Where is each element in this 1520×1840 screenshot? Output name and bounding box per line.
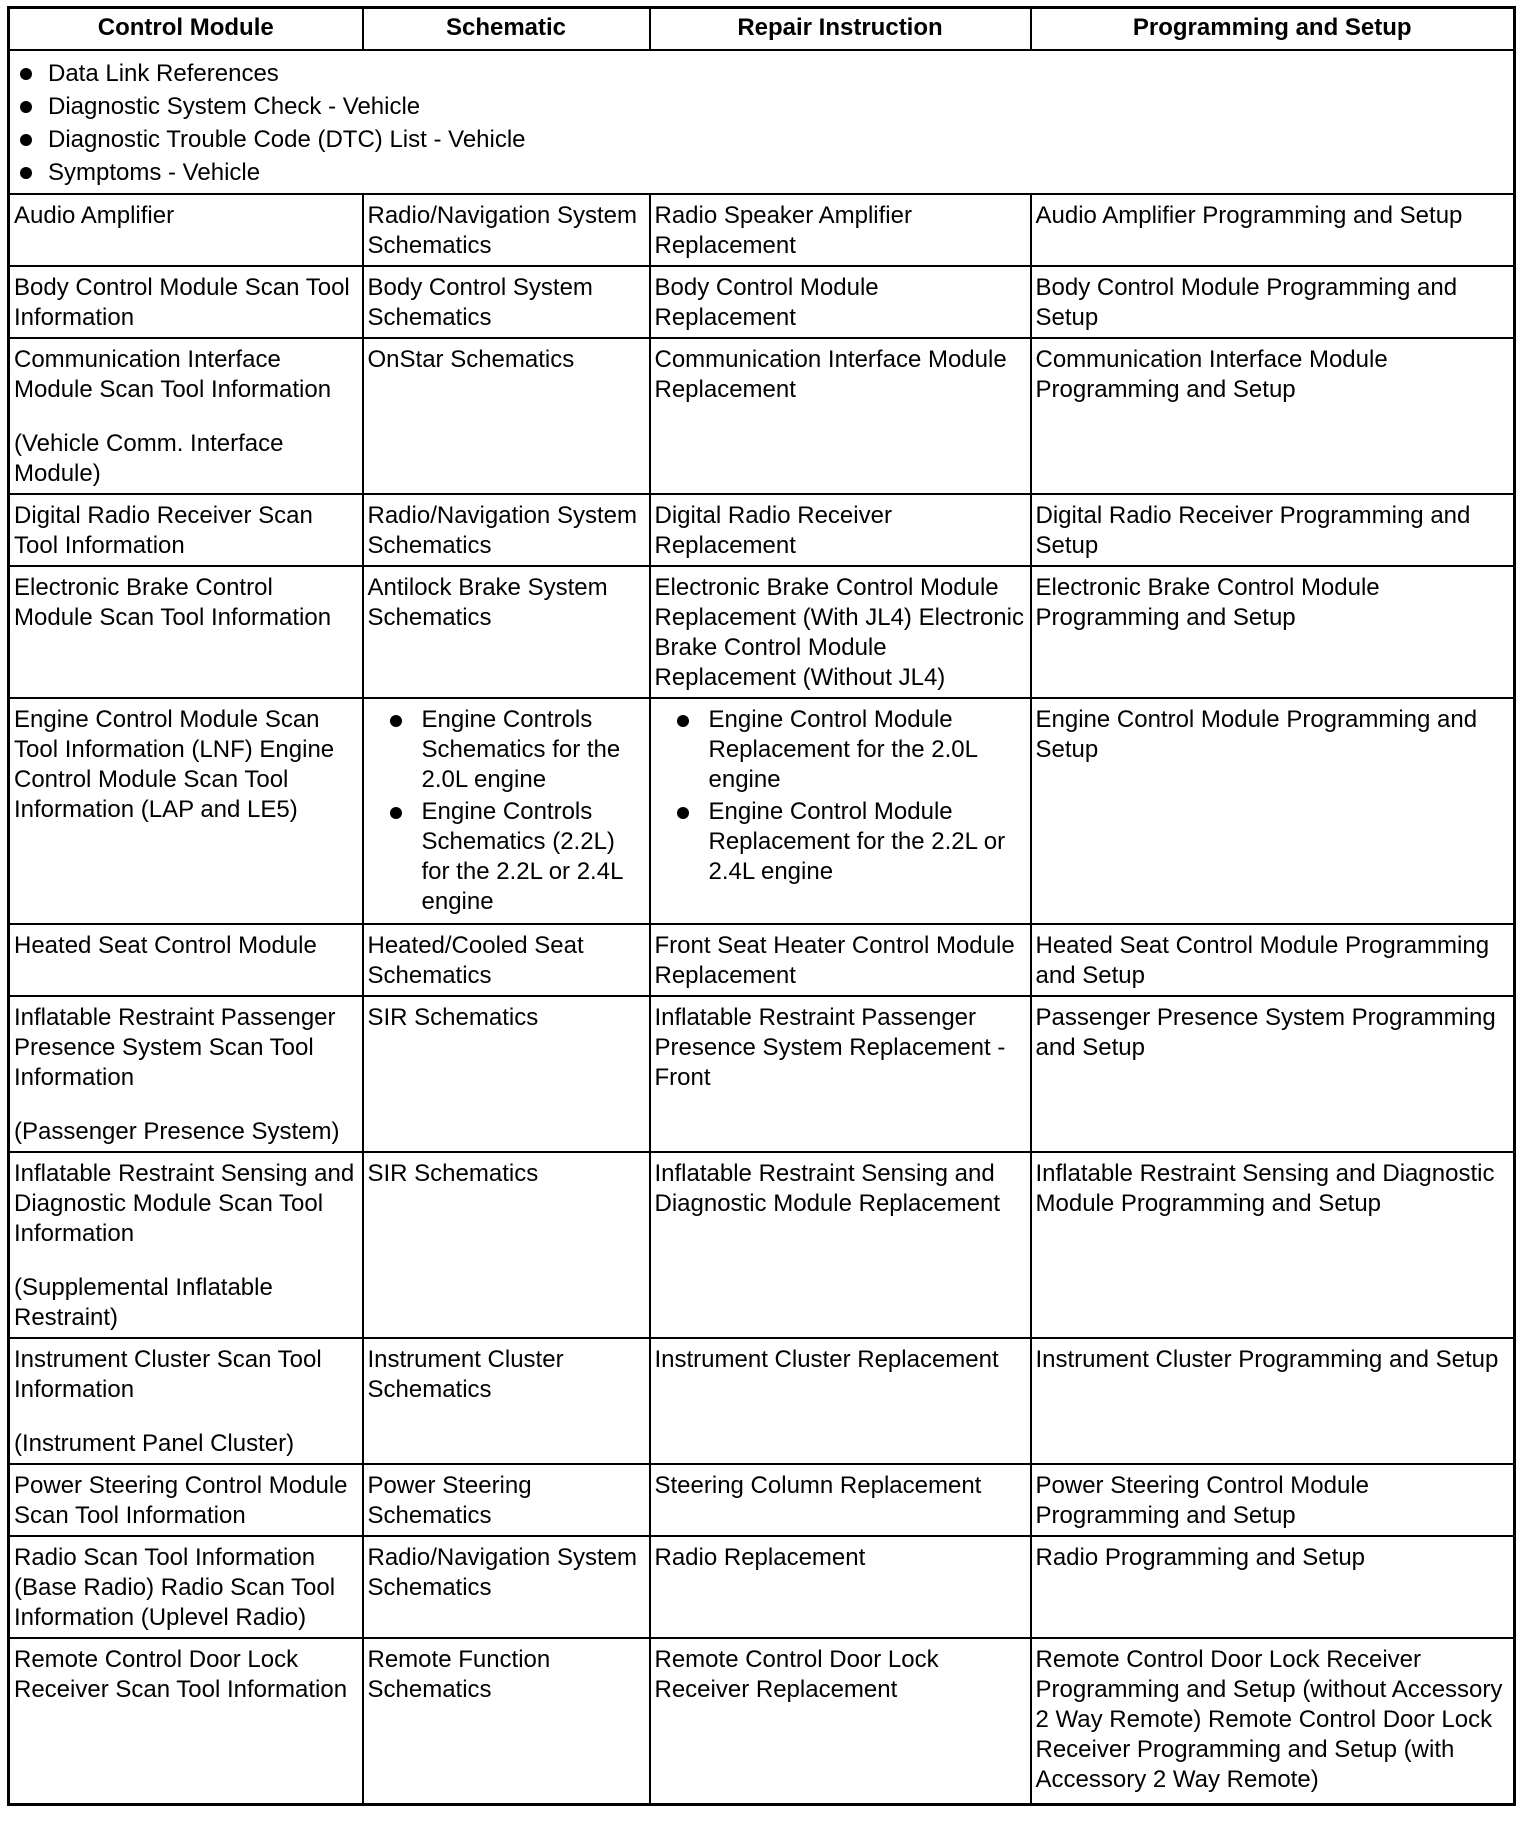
cell-bullet-item[interactable]: Engine Controls Schematics for the 2.0L engine [368,705,645,795]
cell-text: Body Control Module Scan Tool Information [14,274,350,331]
header-programming-setup: Programming and Setup [1031,8,1515,51]
programming-setup-cell [1031,494,1515,566]
cell-text[interactable]: Power Steering Schematics [367,1472,532,1529]
repair-instruction-cell [650,1638,1031,1804]
cell-text[interactable]: Engine Control Module Programming and Setup [1035,706,1478,763]
cell-text[interactable]: Instrument Cluster Programming and Setup [1035,1346,1499,1373]
cell-bullet-item[interactable]: Engine Control Module Replacement for the 2.0L engine [655,705,1026,795]
cell-note: (Instrument Panel Cluster) [14,1430,295,1457]
cell-text[interactable]: Instrument Cluster Schematics [367,1346,564,1403]
schematic-cell [363,1464,650,1536]
table-row [9,698,1515,924]
cell-text[interactable]: Radio/Navigation System Schematics [367,202,637,259]
control-module-cell [9,1152,363,1338]
control-module-cell [9,1338,363,1464]
intro-item-data-link-references[interactable]: Data Link References [14,57,1509,90]
control-module-cell [9,566,363,698]
header-repair-instruction: Repair Instruction [650,8,1031,51]
schematic-cell [363,1536,650,1638]
programming-setup-cell [1031,1638,1515,1804]
control-module-cell [9,494,363,566]
programming-setup-cell [1031,924,1515,996]
cell-text[interactable]: Steering Column Replacement [654,1472,982,1499]
cell-text[interactable]: Radio/Navigation System Schematics [367,1544,637,1601]
control-module-cell [9,1536,363,1638]
cell-text[interactable]: OnStar Schematics [367,346,575,373]
cell-text[interactable]: Heated Seat Control Module Programming and Setup [1035,932,1490,989]
cell-text[interactable]: Inflatable Restraint Sensing and Diagnostic Module Replacement [654,1160,1001,1217]
table-row [9,194,1515,266]
programming-setup-cell [1031,266,1515,338]
cell-text: Power Steering Control Module Scan Tool Information [14,1472,348,1529]
table-row [9,494,1515,566]
schematic-cell [363,494,650,566]
cell-note: (Vehicle Comm. Interface Module) [14,430,284,487]
repair-instruction-cell [650,194,1031,266]
table-row [9,1536,1515,1638]
programming-setup-cell [1031,338,1515,494]
table-row [9,1152,1515,1338]
cell-text: Instrument Cluster Scan Tool Information [14,1346,322,1403]
cell-text[interactable]: Front Seat Heater Control Module Replacement [654,932,1015,989]
repair-instruction-cell [650,1152,1031,1338]
cell-text[interactable]: Radio Replacement [654,1544,866,1571]
table-row [9,1464,1515,1536]
programming-setup-cell [1031,1536,1515,1638]
cell-text[interactable]: Power Steering Control Module Programming and Setup [1035,1472,1370,1529]
programming-setup-cell [1031,1152,1515,1338]
cell-text[interactable]: Digital Radio Receiver Replacement [654,502,892,559]
cell-bullet-item[interactable]: Engine Controls Schematics (2.2L) for the 2.2L or 2.4L engine [368,797,645,917]
header-row [9,8,1515,51]
cell-text[interactable]: Body Control Module Programming and Setup [1035,274,1458,331]
schematic-cell [363,1638,650,1804]
control-module-cell [9,266,363,338]
cell-text[interactable]: Passenger Presence System Programming and Setup [1035,1004,1496,1061]
repair-instruction-cell [650,266,1031,338]
cell-text[interactable]: SIR Schematics [367,1004,539,1031]
schematic-cell [363,1152,650,1338]
cell-text[interactable]: Radio Speaker Amplifier Replacement [654,202,912,259]
cell-text[interactable]: Radio/Navigation System Schematics [367,502,637,559]
control-module-cell [9,338,363,494]
intro-row [9,50,1515,194]
cell-text[interactable]: Electronic Brake Control Module Replacement (With JL4) Electronic Brake Control Module Replacement (Without JL4) [654,574,1024,691]
control-module-cell [9,1464,363,1536]
module-reference-table [7,6,1516,1806]
programming-setup-cell [1031,1464,1515,1536]
cell-text[interactable]: Radio Programming and Setup [1035,1544,1366,1571]
cell-text: Digital Radio Receiver Scan Tool Information [14,502,313,559]
table-row [9,566,1515,698]
cell-bullet-item[interactable]: Engine Control Module Replacement for the 2.2L or 2.4L engine [655,797,1026,887]
repair-instruction-cell [650,1464,1031,1536]
table-row [9,266,1515,338]
cell-text[interactable]: Communication Interface Module Programming and Setup [1035,346,1388,403]
cell-text[interactable]: Body Control Module Replacement [654,274,879,331]
cell-text: Heated Seat Control Module [14,932,317,959]
schematic-cell [363,338,650,494]
intro-item-symptoms[interactable]: Symptoms - Vehicle [14,156,1509,189]
header-schematic: Schematic [363,8,650,51]
repair-instruction-cell [650,566,1031,698]
table-row [9,996,1515,1152]
cell-bullet-list [655,705,1026,887]
cell-text[interactable]: Remote Function Schematics [367,1646,551,1703]
programming-setup-cell [1031,1338,1515,1464]
cell-text: Remote Control Door Lock Receiver Scan Tool Information [14,1646,348,1703]
cell-text[interactable]: Remote Control Door Lock Receiver Programming and Setup (without Accessory 2 Way Remote) Remote Control Door Lock Receiver Programming and Setup (with Accessory 2 Way Remote) [1035,1646,1503,1793]
programming-setup-cell [1031,996,1515,1152]
control-module-cell [9,1638,363,1804]
table-row [9,1338,1515,1464]
schematic-cell [363,194,650,266]
cell-text[interactable]: Remote Control Door Lock Receiver Replacement [654,1646,939,1703]
cell-text: Communication Interface Module Scan Tool Information [14,346,332,403]
cell-text[interactable]: SIR Schematics [367,1160,539,1187]
control-module-cell [9,194,363,266]
repair-instruction-cell [650,1338,1031,1464]
intro-item-diagnostic-system-check[interactable]: Diagnostic System Check - Vehicle [14,90,1509,123]
cell-text: Audio Amplifier [14,202,175,229]
control-module-cell [9,996,363,1152]
cell-text: Engine Control Module Scan Tool Information (LNF) Engine Control Module Scan Tool Information (LAP and LE5) [14,706,335,823]
repair-instruction-cell [650,924,1031,996]
schematic-cell [363,1338,650,1464]
programming-setup-cell [1031,194,1515,266]
schematic-cell [363,698,650,924]
reference-document [7,6,1513,1834]
control-module-cell [9,698,363,924]
cell-text[interactable]: Communication Interface Module Replacement [654,346,1007,403]
table-row [9,338,1515,494]
cell-text[interactable]: Inflatable Restraint Passenger Presence System Replacement - Front [654,1004,1006,1091]
cell-text: Electronic Brake Control Module Scan Tool Information [14,574,332,631]
table-row [9,1638,1515,1804]
cell-text[interactable]: Audio Amplifier Programming and Setup [1035,202,1463,229]
cell-note: (Supplemental Inflatable Restraint) [14,1274,273,1331]
cell-text[interactable]: Heated/Cooled Seat Schematics [367,932,584,989]
cell-text[interactable]: Antilock Brake System Schematics [367,574,608,631]
repair-instruction-cell [650,494,1031,566]
cell-text[interactable]: Instrument Cluster Replacement [654,1346,999,1373]
cell-text: Inflatable Restraint Passenger Presence System Scan Tool Information [14,1004,336,1091]
control-module-cell [9,924,363,996]
cell-note: (Passenger Presence System) [14,1118,340,1145]
table-body [9,50,1515,1804]
programming-setup-cell [1031,566,1515,698]
header-control-module: Control Module [9,8,363,51]
schematic-cell [363,566,650,698]
schematic-cell [363,266,650,338]
schematic-cell [363,996,650,1152]
cell-text[interactable]: Electronic Brake Control Module Programming and Setup [1035,574,1380,631]
intro-item-dtc-list[interactable]: Diagnostic Trouble Code (DTC) List - Vehicle [14,123,1509,156]
table-row [9,924,1515,996]
cell-bullet-list [368,705,645,917]
programming-setup-cell [1031,698,1515,924]
repair-instruction-cell [650,1536,1031,1638]
intro-cell [9,50,1515,194]
cell-text[interactable]: Digital Radio Receiver Programming and Setup [1035,502,1471,559]
repair-instruction-cell [650,338,1031,494]
cell-text: Inflatable Restraint Sensing and Diagnostic Module Scan Tool Information [14,1160,355,1247]
cell-text[interactable]: Inflatable Restraint Sensing and Diagnostic Module Programming and Setup [1035,1160,1495,1217]
repair-instruction-cell [650,996,1031,1152]
intro-list [14,57,1509,189]
schematic-cell [363,924,650,996]
repair-instruction-cell [650,698,1031,924]
cell-text[interactable]: Body Control System Schematics [367,274,593,331]
cell-text: Radio Scan Tool Information (Base Radio) Radio Scan Tool Information (Uplevel Radio) [14,1544,336,1631]
